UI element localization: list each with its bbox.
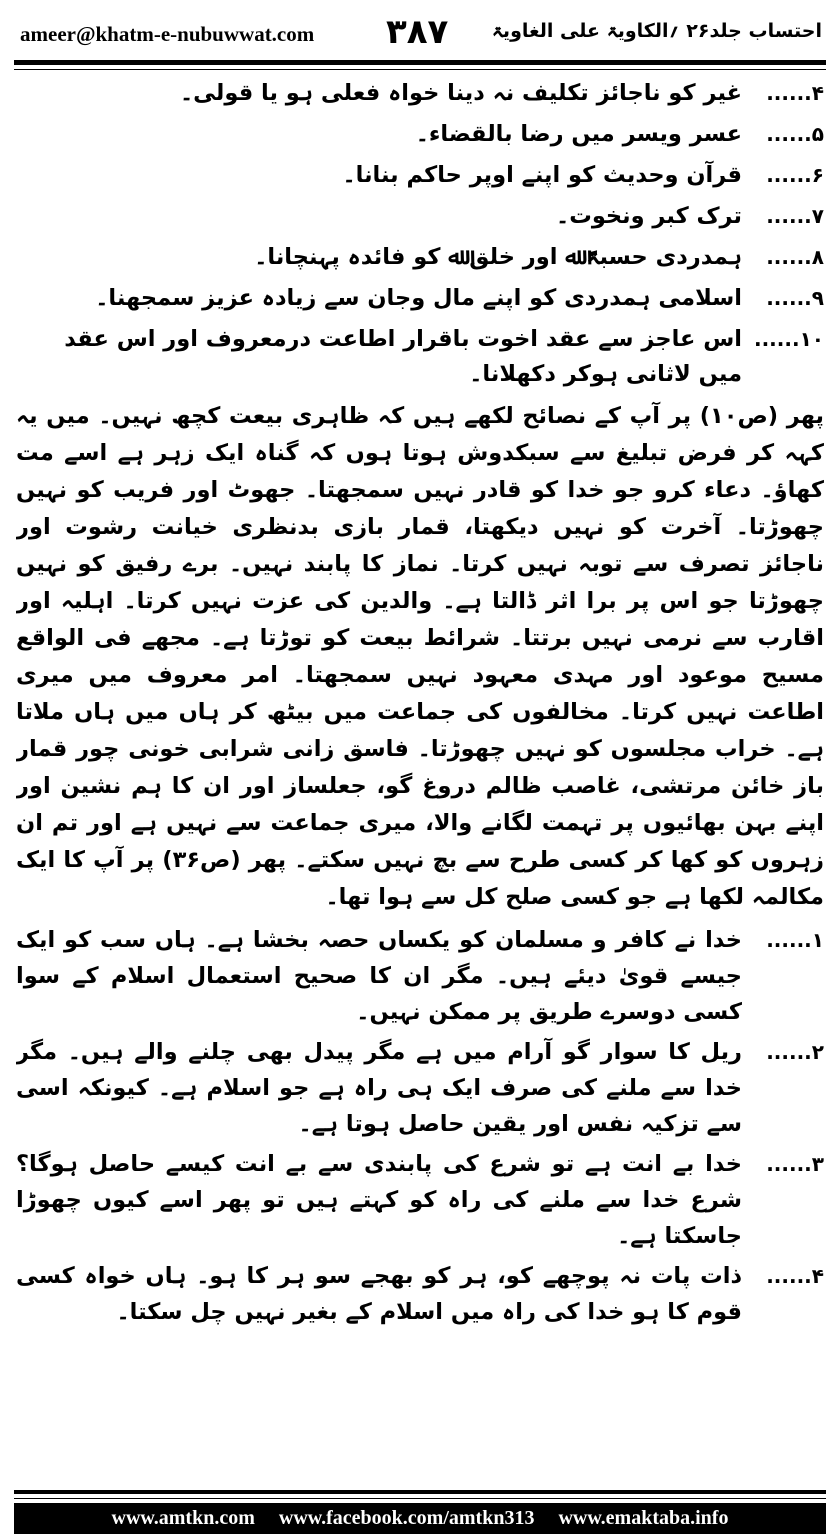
item-text: ریل کا سوار گو آرام میں ہے مگر پیدل بھی چلنے والے ہیں۔ مگر خدا سے ملنے کی صرف ایک ہی راہ ہے جو اسلام ہے۔ کیونکہ اسی سے تزکیہ نفس اور یقین حاصل ہوتا ہے۔: [16, 1039, 742, 1137]
list-one: [16, 76, 824, 392]
header-rule-thick: [14, 60, 826, 65]
item-text: غیر کو ناجائز تکلیف نہ دینا خواہ فعلی ہو یا قولی۔: [179, 80, 742, 106]
list-item: [16, 1146, 824, 1254]
list-item: [16, 199, 824, 234]
body-paragraph: پھر (ص۱۰) پر آپ کے نصائح لکھے ہیں کہ ظاہری بیعت کچھ نہیں۔ میں یہ کہہ کر فرض تبلیغ سے سبکدوش ہوتا ہوں کہ گناہ ایک زہر ہے اسے مت کھاؤ۔ دعاء کرو جو خدا کو قادر نہیں سمجھتا۔ جھوٹ اور فریب کو نہیں چھوڑتا۔ آخرت کو نہیں دیکھتا، قمار بازی بدنظری خیانت رشوت اور ناجائز تصرف سے توبہ نہیں کرتا۔ نماز کا پابند نہیں۔ برے رفیق کو نہیں چھوڑتا جو اس پر برا اثر ڈالتا ہے۔ والدین کی عزت نہیں کرتا۔ اہلیہ اور اقارب سے نرمی نہیں برتتا۔ شرائط بیعت کو توڑتا ہے۔ مجھے فی الواقع مسیح موعود اور مہدی معہود نہیں سمجھتا۔ امر معروف میں میری اطاعت نہیں کرتا۔ مخالفوں کی جماعت میں بیٹھ کر ہاں میں ہاں ملاتا ہے۔ خراب مجلسوں کو نہیں چھوڑتا۔ فاسق زانی شرابی خونی چور قمار باز خائن مرتشی، غاصب ظالم دروغ گو، جعلساز اور ان کا ہم نشین اور اپنے بہن بھائیوں پر تہمت لگانے والا، میری جماعت سے نہیں ہے اور تم ان زہروں کو کھا کر کسی طرح سے بچ نہیں سکتے۔ پھر (ص۳۶) پر آپ کا ایک مکالمہ لکھا ہے جو کسی صلح کل سے ہوا تھا۔: [16, 403, 824, 910]
list-item: [16, 76, 824, 111]
item-text: خدا نے کافر و مسلمان کو یکساں حصہ بخشا ہے۔ ہاں سب کو ایک جیسے قویٰ دیئے ہیں۔ مگر ان کا صحیح استعمال اسلام کے سوا کسی دوسرے طریق پر ممکن نہیں۔: [16, 927, 742, 1025]
item-number: ۶......: [766, 163, 824, 187]
footer-link-emaktaba[interactable]: www.emaktaba.info: [558, 1507, 729, 1529]
list-item: [16, 322, 824, 392]
header-email[interactable]: ameer@khatm-e-nubuwwat.com: [20, 22, 315, 46]
footer-link-amtkn[interactable]: www.amtkn.com: [111, 1507, 255, 1529]
item-number: ۹......: [766, 286, 824, 310]
item-number: ۲......: [766, 1040, 824, 1064]
footer-rule-thick: [14, 1490, 826, 1494]
page-body: [16, 76, 824, 1476]
item-text: ترک کبر ونخوت۔: [556, 203, 742, 229]
item-text: عسر ویسر میں رضا بالقضاء۔: [415, 121, 742, 147]
item-number: ۴......: [766, 81, 824, 105]
item-number: ۵......: [766, 122, 824, 146]
item-text: ذات پات نہ پوچھے کو، ہر کو بھجے سو ہر کا ہو۔ ہاں خواہ کسی قوم کا ہو خدا کی راہ میں اسلام کے بغیر نہیں چل سکتا۔: [16, 1263, 742, 1325]
item-text: خدا بے انت ہے تو شرع کی پابندی سے بے انت کیسے حاصل ہوگا؟ شرع خدا سے ملنے کی راہ کو کہتے ہیں تو پھر اسے کیوں چھوڑا جاسکتا ہے۔: [16, 1151, 742, 1249]
book-title: احتساب جلد۲۶ ؍الکاویۃ علی الغاویۃ: [491, 20, 822, 42]
page-header: [14, 14, 826, 50]
item-text: ہمدردی حسبۃً ﷲ اور خلق ﷲ کو فائدہ پہنچانا۔: [254, 244, 742, 270]
page-number: ۳۸۷: [386, 12, 449, 52]
item-text: اسلامی ہمدردی کو اپنے مال وجان سے زیادہ عزیز سمجھنا۔: [95, 285, 742, 311]
item-number: ۸......: [766, 245, 824, 269]
item-number: ۱۰......: [753, 327, 824, 351]
list-item: [16, 1034, 824, 1142]
list-item: [16, 1258, 824, 1330]
header-rule-thin: [14, 69, 826, 70]
list-item: [16, 117, 824, 152]
list-two: [16, 922, 824, 1330]
list-item: [16, 240, 824, 275]
item-text: قرآن وحدیث کو اپنے اوپر حاکم بنانا۔: [342, 162, 742, 188]
item-number: ۷......: [766, 204, 824, 228]
footer-bar: [14, 1503, 826, 1534]
list-item: [16, 158, 824, 193]
list-item: [16, 281, 824, 316]
footer-link-facebook[interactable]: www.facebook.com/amtkn313: [278, 1507, 535, 1529]
item-text: اس عاجز سے عقد اخوت باقرار اطاعت درمعروف اور اس عقد میں لاثانی ہوکر دکھلانا۔: [64, 326, 742, 387]
item-number: ۴......: [766, 1264, 824, 1288]
footer-rule-thin: [14, 1498, 826, 1499]
item-number: ۱......: [766, 928, 824, 952]
item-number: ۳......: [766, 1152, 824, 1176]
list-item: [16, 922, 824, 1030]
